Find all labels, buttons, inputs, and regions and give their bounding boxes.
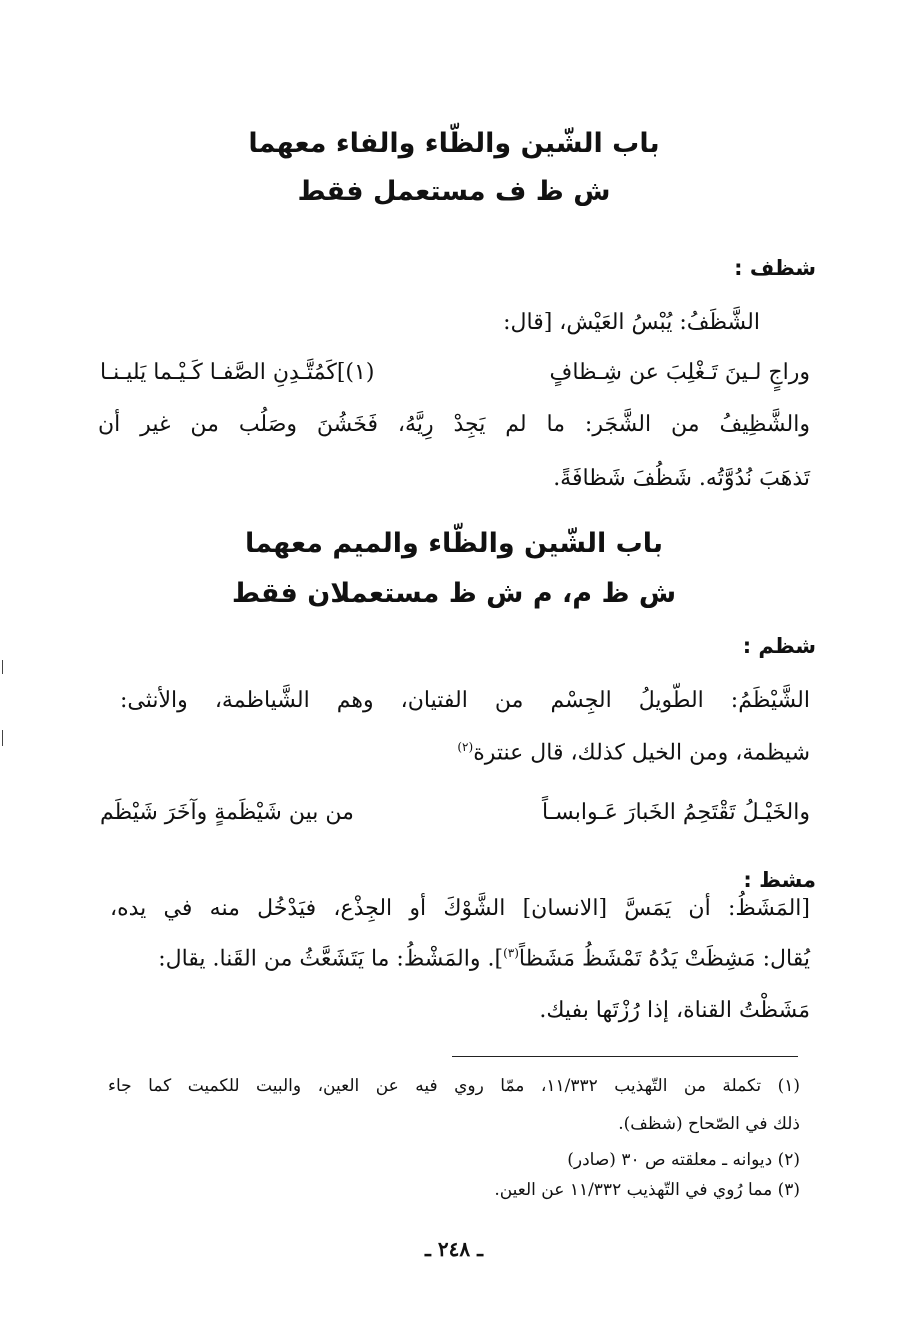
- section-title: باب الشّين والظّاء والفاء معهما: [248, 128, 660, 159]
- entry-text-line: مَشَظْتُ القناة، إذا رُزْتَها بفيك.: [539, 998, 810, 1023]
- entry-text-line: والشَّظِيفُ من الشَّجَر: ما لم يَجِدْ رِيَّهُ، فَخَشُنَ وصَلُب من غير أن: [98, 412, 810, 437]
- entry-text-line: شيظمة، ومن الخيل كذلك، قال عنترة$^{(٢)}$: [457, 740, 810, 766]
- section-subtitle: ش ظ ف مستعمل فقط: [297, 176, 611, 207]
- entry-text-line: الشَّيْظَمُ: الطّويلُ الجِسْم من الفتيان، وهم الشَّياظمة، والأنثى:: [120, 688, 810, 713]
- entry-headword: مشظ :: [743, 868, 816, 892]
- verse-hemistich: والخَيْـلُ تَقْتَحِمُ الخَبارَ عَـوابسـاً: [541, 800, 810, 825]
- footnote-ref: (٢): [457, 740, 474, 754]
- section-subtitle: ش ظ م، م ش ظ مستعملان فقط: [231, 578, 677, 609]
- entry-text-line: تَذهَبَ نُدُوَّتُه. شَظُفَ شَظافَةً.: [553, 466, 810, 491]
- footnote: ذلك في الصّحاح (شظف).: [618, 1114, 800, 1134]
- verse-note: (١)]: [336, 360, 375, 385]
- footnote-ref: (٣): [503, 946, 519, 960]
- footnote: (٢) ديوانه ـ معلقته ص ٣٠ (صادر): [567, 1150, 800, 1170]
- entry-text-line: يُقال: مَشِظَتْ يَدُهُ تَمْشَظُ مَشَظاً$^{(٣)}$]. والمَشْظُ: ما يَتَشَعَّثُ من القَنا. يقال:: [158, 946, 810, 972]
- footnote: (٣) مما رُوي في التّهذيب ١١/٣٣٢ عن العين.: [494, 1180, 800, 1200]
- scan-edge-mark: [2, 660, 3, 674]
- scan-edge-mark: [2, 730, 3, 746]
- footnote-separator: [452, 1056, 798, 1057]
- verse-hemistich: من بين شَيْظَمةٍ وآخَرَ شَيْظَم: [100, 800, 354, 825]
- entry-headword: شظف :: [734, 256, 816, 280]
- page-number: ـ ٢٤٨ ـ: [425, 1237, 483, 1261]
- entry-text-line: [المَشَظُ: أن يَمَسَّ [الانسان] الشَّوْكَ أو الجِذْع، فيَدْخُل منه في يده،: [110, 896, 810, 921]
- section-title: باب الشّين والظّاء والميم معهما: [244, 528, 664, 559]
- entry-text-line: الشَّظَفُ: يُبْسُ العَيْش، [قال:: [503, 310, 760, 335]
- entry-headword: شظم :: [742, 634, 816, 658]
- footnote: (١) تكملة من التّهذيب ١١/٣٣٢، ممّا روي فيه عن العين، والبيت للكميت كما جاء: [108, 1076, 800, 1096]
- verse-hemistich: (١)]كَمُتَّـدِنِ الصَّفـا كَـيْـما يَليـنـا: [100, 360, 375, 385]
- verse-hemistich: وراجٍ لـينَ تَـغْلِبَ عن شِـظافٍ: [549, 360, 810, 385]
